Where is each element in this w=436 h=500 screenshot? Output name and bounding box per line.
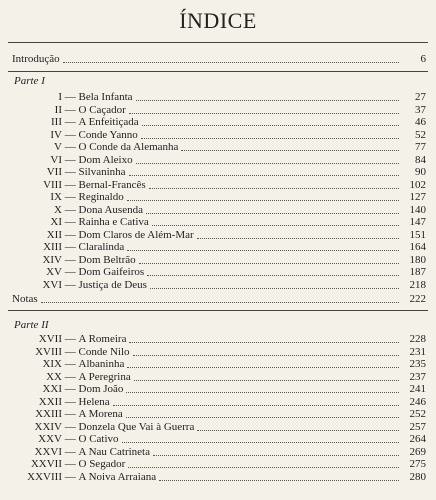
leader-dots	[127, 366, 399, 368]
toc-entry	[0, 104, 426, 116]
em-dash: —	[62, 266, 79, 278]
entry-page: 237	[409, 370, 426, 383]
entry-page: 102	[409, 178, 426, 191]
toc-entry	[0, 141, 426, 153]
entry-title: Bela Infanta	[78, 91, 133, 103]
leader-dots	[139, 262, 399, 264]
entry-page: 37	[415, 103, 426, 116]
leader-dots	[197, 429, 399, 431]
entry-title: Silvaninha	[78, 166, 126, 178]
leader-dots	[127, 249, 399, 251]
leader-dots	[129, 112, 399, 114]
entry-title: Donzela Que Vai à Guerra	[78, 420, 195, 433]
entry-page: 269	[409, 445, 426, 458]
toc-entry	[0, 154, 426, 166]
part-1-heading: Parte I	[14, 75, 45, 87]
entry-title: A Morena	[78, 408, 123, 420]
entry-page: 252	[409, 408, 426, 420]
toc-entry	[0, 129, 426, 141]
entry-title: Dom Beltrão	[78, 253, 136, 266]
leader-dots	[181, 149, 399, 151]
entry-number: XIX	[42, 358, 62, 370]
toc-entry	[0, 204, 426, 216]
toc-entry	[0, 254, 426, 266]
entry-title: Claralinda	[78, 241, 125, 253]
toc-entry	[0, 333, 426, 345]
intro-rule	[8, 71, 428, 72]
toc-entry	[0, 433, 426, 445]
toc-entry	[0, 166, 426, 178]
entry-title: Reginaldo	[78, 191, 124, 203]
entry-title: Dona Ausenda	[78, 203, 143, 216]
leader-dots	[152, 224, 399, 226]
entry-number: V	[54, 141, 62, 153]
entry-page: 246	[409, 395, 426, 408]
entry-number: XXVIII	[27, 470, 62, 483]
leader-dots	[142, 124, 399, 126]
entry-number: XV	[46, 266, 62, 278]
entry-title: Conde Nilo	[78, 345, 130, 358]
entry-title: A Romeira	[78, 333, 127, 345]
entry-page: 84	[415, 153, 426, 166]
entry-title: Conde Yanno	[78, 128, 138, 141]
entry-number: IX	[50, 191, 62, 203]
entry-page: 228	[409, 333, 426, 345]
toc-entry	[0, 179, 426, 191]
toc-entry	[0, 446, 426, 458]
entry-number: III	[51, 116, 62, 128]
em-dash: —	[62, 408, 79, 420]
notes-rule	[8, 310, 428, 311]
em-dash: —	[62, 128, 79, 141]
entry-number: XI	[50, 216, 62, 228]
em-dash: —	[62, 345, 79, 358]
entry-title: A Peregrina	[78, 370, 131, 383]
em-dash: —	[62, 178, 79, 191]
notes-page: 222	[409, 293, 426, 305]
leader-dots	[159, 479, 399, 481]
entry-page: 187	[409, 266, 426, 278]
leader-dots	[63, 61, 399, 63]
leader-dots	[41, 301, 399, 303]
em-dash: —	[62, 383, 79, 395]
entry-title: A Noiva Arraiana	[78, 470, 157, 483]
em-dash: —	[62, 203, 79, 216]
entry-page: 231	[409, 345, 426, 358]
entry-page: 151	[409, 228, 426, 241]
entry-title: Dom Claros de Além-Mar	[78, 228, 194, 241]
toc-entry	[0, 471, 426, 483]
leader-dots	[133, 354, 399, 356]
toc-entry	[0, 191, 426, 203]
leader-dots	[141, 137, 399, 139]
entry-page: 241	[409, 383, 426, 395]
entry-title: O Cativo	[78, 433, 119, 445]
leader-dots	[150, 287, 399, 289]
em-dash: —	[62, 278, 79, 291]
entry-number: XXV	[38, 433, 62, 445]
entry-title: Dom Gaifeiros	[78, 266, 145, 278]
entry-title: Albaninha	[78, 358, 125, 370]
entry-number: XVIII	[35, 345, 62, 358]
em-dash: —	[62, 253, 79, 266]
header-rule	[8, 42, 428, 43]
entry-number: XXI	[42, 383, 62, 395]
entry-page: 140	[409, 203, 426, 216]
leader-dots	[113, 404, 399, 406]
entry-number: I	[58, 91, 62, 103]
leader-dots	[153, 454, 399, 456]
em-dash: —	[62, 241, 79, 253]
toc-entry	[0, 421, 426, 433]
entry-number: XXIII	[35, 408, 62, 420]
entry-title: O Caçador	[78, 103, 126, 116]
em-dash: —	[62, 141, 79, 153]
entry-title: A Nau Catrineta	[78, 445, 150, 458]
entry-number: XVII	[38, 333, 62, 345]
notes-label: Notas	[12, 293, 38, 305]
toc-entry	[0, 346, 426, 358]
em-dash: —	[62, 370, 79, 383]
em-dash: —	[62, 395, 79, 408]
em-dash: —	[62, 458, 79, 470]
entry-page: 180	[409, 253, 426, 266]
entry-title: Bernal-Francês	[78, 178, 146, 191]
entry-page: 218	[409, 278, 426, 291]
leader-dots	[129, 341, 399, 343]
entry-page: 147	[409, 216, 426, 228]
entry-number: XIV	[42, 253, 62, 266]
intro-page: 6	[420, 53, 426, 65]
entry-page: 27	[415, 91, 426, 103]
leader-dots	[136, 162, 399, 164]
entry-number: IV	[50, 128, 62, 141]
em-dash: —	[62, 358, 79, 370]
toc-entry	[0, 266, 426, 278]
em-dash: —	[62, 470, 79, 483]
entry-page: 77	[415, 141, 426, 153]
entry-number: XX	[46, 370, 62, 383]
intro-label: Introdução	[12, 53, 60, 65]
entry-page: 275	[409, 458, 426, 470]
leader-dots	[126, 416, 399, 418]
entry-page: 52	[415, 128, 426, 141]
leader-dots	[128, 466, 399, 468]
entry-page: 127	[409, 191, 426, 203]
entry-title: Rainha e Cativa	[78, 216, 149, 228]
leader-dots	[197, 237, 399, 239]
toc-entry	[0, 241, 426, 253]
toc-entry	[0, 116, 426, 128]
entry-page: 257	[409, 420, 426, 433]
entry-number: VII	[46, 166, 62, 178]
em-dash: —	[62, 116, 79, 128]
toc-entry	[0, 229, 426, 241]
toc-entry	[0, 91, 426, 103]
em-dash: —	[62, 216, 79, 228]
em-dash: —	[62, 166, 79, 178]
entry-number: XXVI	[34, 445, 62, 458]
leader-dots	[127, 199, 399, 201]
entry-number: XVI	[42, 278, 62, 291]
entry-number: XIII	[43, 241, 62, 253]
entry-page: 46	[415, 116, 426, 128]
entry-page: 90	[415, 166, 426, 178]
leader-dots	[129, 174, 399, 176]
entry-page: 235	[409, 358, 426, 370]
entry-page: 264	[409, 433, 426, 445]
toc-entry	[0, 358, 426, 370]
em-dash: —	[62, 228, 79, 241]
em-dash: —	[62, 333, 79, 345]
em-dash: —	[62, 420, 79, 433]
part-2-heading: Parte II	[14, 319, 49, 331]
entry-number: VIII	[43, 178, 62, 191]
notes-row	[12, 293, 426, 305]
leader-dots	[147, 274, 399, 276]
entry-title: Helena	[78, 395, 110, 408]
entry-number: XXIV	[34, 420, 62, 433]
leader-dots	[126, 391, 399, 393]
toc-entry	[0, 458, 426, 470]
entry-title: O Segador	[78, 458, 126, 470]
leader-dots	[149, 187, 399, 189]
entry-number: XXVII	[30, 458, 62, 470]
entry-title: A Enfeitiçada	[78, 116, 139, 128]
entry-title: Justiça de Deus	[78, 278, 147, 291]
entry-number: XXII	[38, 395, 62, 408]
page-title: ÍNDICE	[179, 8, 257, 33]
em-dash: —	[62, 103, 79, 116]
entry-page: 280	[409, 470, 426, 483]
toc-entry	[0, 408, 426, 420]
em-dash: —	[62, 445, 79, 458]
toc-entry	[0, 216, 426, 228]
entry-number: II	[54, 103, 62, 116]
leader-dots	[146, 212, 399, 214]
entry-number: X	[54, 203, 62, 216]
entry-title: Dom Aleixo	[78, 153, 133, 166]
leader-dots	[134, 379, 399, 381]
em-dash: —	[62, 153, 79, 166]
intro-row	[12, 53, 426, 65]
entry-title: Dom João	[78, 383, 124, 395]
leader-dots	[122, 441, 399, 443]
em-dash: —	[62, 191, 79, 203]
entry-number: XII	[46, 228, 62, 241]
toc-entry	[0, 279, 426, 291]
toc-entry	[0, 371, 426, 383]
em-dash: —	[62, 433, 79, 445]
toc-entry	[0, 396, 426, 408]
leader-dots	[136, 99, 399, 101]
entry-page: 164	[409, 241, 426, 253]
entry-number: VI	[50, 153, 62, 166]
entry-title: O Conde da Alemanha	[78, 141, 179, 153]
toc-entry	[0, 383, 426, 395]
em-dash: —	[62, 91, 79, 103]
